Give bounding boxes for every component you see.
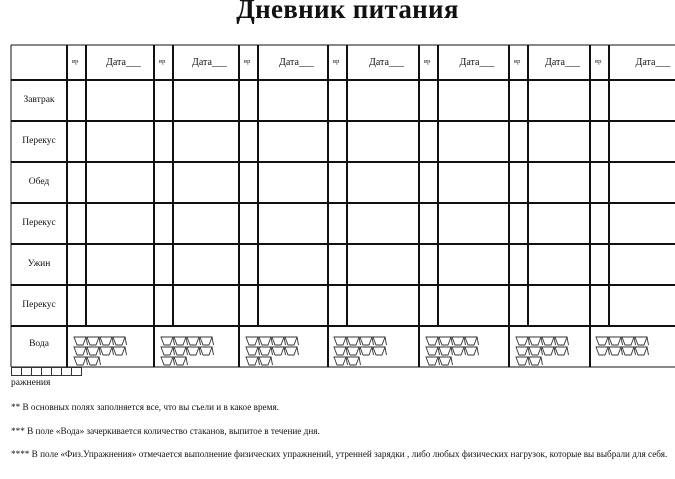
- note-main-fields: ** В основных полях заполняется все, что вы съели и в какое время.: [11, 402, 279, 412]
- water-glass-icon[interactable]: [74, 347, 88, 355]
- water-glass-icon[interactable]: [555, 337, 569, 345]
- water-glass-icon[interactable]: [596, 337, 610, 345]
- water-glass-icon[interactable]: [187, 347, 201, 355]
- time-column-header: вр: [514, 58, 521, 65]
- water-glass-icon[interactable]: [87, 347, 101, 355]
- water-glass-icon[interactable]: [609, 337, 623, 345]
- water-glass-icon[interactable]: [439, 337, 453, 345]
- time-column-header: вр: [72, 58, 79, 65]
- meal-row-label: Перекус: [22, 218, 56, 228]
- water-glass-icon[interactable]: [635, 337, 649, 345]
- water-glass-icon[interactable]: [516, 347, 530, 355]
- water-glass-icon[interactable]: [334, 357, 348, 365]
- water-glass-icon[interactable]: [439, 357, 453, 365]
- water-glass-icon[interactable]: [465, 337, 479, 345]
- water-glass-icon[interactable]: [87, 357, 101, 365]
- water-glass-icon[interactable]: [113, 347, 127, 355]
- water-glass-icon[interactable]: [100, 337, 114, 345]
- note-exercise: **** В поле «Физ.Упражнения» отмечается выполнение физических упражнений, утренней зарядки , либо любых физических нагрузок, которые вы выбрали для себя.: [11, 449, 668, 459]
- water-glass-icon[interactable]: [187, 337, 201, 345]
- time-column-header: вр: [424, 58, 431, 65]
- water-glass-icon[interactable]: [426, 337, 440, 345]
- date-column-header: Дата___: [279, 57, 314, 68]
- water-glass-icon[interactable]: [360, 337, 374, 345]
- time-column-header: вр: [333, 58, 340, 65]
- water-glass-icon[interactable]: [635, 347, 649, 355]
- water-glass-icon[interactable]: [200, 347, 214, 355]
- date-column-header: Дата___: [369, 57, 404, 68]
- water-glass-icon[interactable]: [439, 347, 453, 355]
- water-glass-icon[interactable]: [347, 337, 361, 345]
- water-glass-icon[interactable]: [542, 337, 556, 345]
- water-glass-icon[interactable]: [373, 337, 387, 345]
- exercise-row-label: ражнения: [11, 378, 51, 388]
- water-glass-icon[interactable]: [347, 347, 361, 355]
- water-glass-icon[interactable]: [452, 337, 466, 345]
- note-water: *** В поле «Вода» зачеркивается количество стаканов, выпитое в течение дня.: [11, 426, 320, 436]
- meal-row-label: Перекус: [22, 136, 56, 146]
- water-glass-icon[interactable]: [516, 337, 530, 345]
- water-glass-icon[interactable]: [161, 337, 175, 345]
- time-column-header: вр: [244, 58, 251, 65]
- meal-row-label: Перекус: [22, 300, 56, 310]
- water-glass-icon[interactable]: [161, 357, 175, 365]
- water-glass-icon[interactable]: [74, 337, 88, 345]
- water-glass-icon[interactable]: [285, 347, 299, 355]
- water-glass-icon[interactable]: [622, 337, 636, 345]
- water-glass-icon[interactable]: [246, 347, 260, 355]
- water-glass-icon[interactable]: [259, 357, 273, 365]
- page-title: Дневник питания: [236, 0, 459, 24]
- exercise-checkbox[interactable]: [71, 367, 82, 376]
- water-glass-icon[interactable]: [87, 337, 101, 345]
- date-column-header: Дата___: [106, 57, 141, 68]
- water-glass-icon[interactable]: [272, 337, 286, 345]
- water-glass-icon[interactable]: [259, 337, 273, 345]
- water-row-label: Вода: [29, 339, 49, 349]
- meal-row-label: Завтрак: [23, 95, 55, 105]
- water-glass-icon[interactable]: [426, 357, 440, 365]
- water-glass-icon[interactable]: [334, 347, 348, 355]
- water-glass-icon[interactable]: [285, 337, 299, 345]
- water-glass-icon[interactable]: [426, 347, 440, 355]
- water-glass-icon[interactable]: [529, 357, 543, 365]
- water-glass-icon[interactable]: [174, 347, 188, 355]
- water-glass-icon[interactable]: [516, 357, 530, 365]
- date-column-header: Дата___: [635, 57, 671, 68]
- water-glass-icon[interactable]: [174, 337, 188, 345]
- date-column-header: Дата___: [192, 57, 227, 68]
- water-glass-icon[interactable]: [622, 347, 636, 355]
- water-glass-icon[interactable]: [609, 347, 623, 355]
- water-glass-icon[interactable]: [347, 357, 361, 365]
- water-glass-icon[interactable]: [452, 347, 466, 355]
- water-glass-icon[interactable]: [100, 347, 114, 355]
- water-glass-icon[interactable]: [113, 337, 127, 345]
- water-glass-icon[interactable]: [74, 357, 88, 365]
- water-glass-icon[interactable]: [555, 347, 569, 355]
- water-glass-icon[interactable]: [529, 337, 543, 345]
- water-glass-icon[interactable]: [360, 347, 374, 355]
- water-glass-icon[interactable]: [465, 347, 479, 355]
- meal-row-label: Обед: [28, 177, 50, 187]
- meal-row-label: Ужин: [27, 259, 51, 269]
- water-glass-icon[interactable]: [246, 357, 260, 365]
- water-glass-icon[interactable]: [373, 347, 387, 355]
- time-column-header: вр: [595, 58, 602, 65]
- water-glass-icon[interactable]: [174, 357, 188, 365]
- date-column-header: Дата___: [545, 57, 580, 68]
- time-column-header: вр: [159, 58, 166, 65]
- water-glass-icon[interactable]: [542, 347, 556, 355]
- water-glass-icon[interactable]: [334, 337, 348, 345]
- water-glass-icon[interactable]: [596, 347, 610, 355]
- exercise-checkboxes: [11, 367, 81, 376]
- water-glass-icon[interactable]: [259, 347, 273, 355]
- water-glass-icon[interactable]: [272, 347, 286, 355]
- water-glass-icon[interactable]: [200, 337, 214, 345]
- water-glass-icon[interactable]: [161, 347, 175, 355]
- date-column-header: Дата___: [459, 57, 495, 68]
- water-glass-icon[interactable]: [529, 347, 543, 355]
- water-glass-icon[interactable]: [246, 337, 260, 345]
